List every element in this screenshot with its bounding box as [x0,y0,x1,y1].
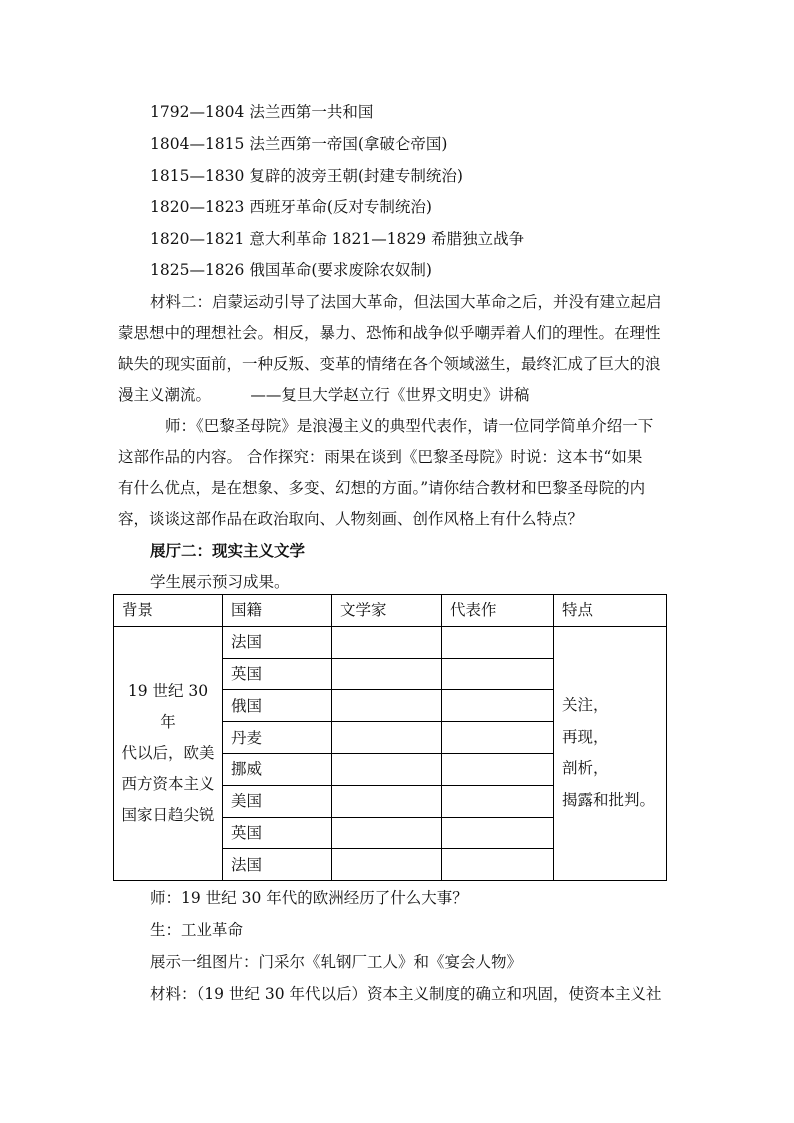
literature-table [113,594,667,881]
empty-cell [442,849,554,881]
country-cell: 法国 [223,626,332,658]
paragraph-line: 师：《巴黎圣母院》是浪漫主义的典型代表作，请一位同学简单介绍一下 [165,417,654,435]
empty-cell [442,690,554,722]
background-cell [114,626,223,880]
empty-cell [442,817,554,849]
empty-cell [332,817,442,849]
empty-cell [332,690,442,722]
table-header-cell: 特点 [554,595,667,627]
country-cell: 英国 [223,658,332,690]
paragraph-line: 蒙思想中的理想社会。相反，暴力、恐怖和战争似乎嘲弄着人们的理性。在理性 [118,324,661,342]
background-line: 国家日趋尖锐 [121,805,215,824]
paragraph-line: 漫主义潮流。 ——复旦大学赵立行《世界文明史》讲稿 [118,386,530,404]
table-header-row [114,595,667,627]
teacher-question: 师：19 世纪 30 年代的欧洲经历了什么大事？ [150,889,468,907]
country-cell: 丹麦 [223,722,332,754]
feature-line: 揭露和批判。 [562,790,656,809]
country-cell: 美国 [223,785,332,817]
empty-cell [442,753,554,785]
empty-cell [442,658,554,690]
country-cell: 法国 [223,849,332,881]
students-show-text: 学生展示预习成果。 [150,573,290,591]
timeline-item: 1820—1823 西班牙革命(反对专制统治) [150,198,432,216]
timeline-item: 1804—1815 法兰西第一帝国(拿破仑帝国) [150,135,448,153]
country-cell: 俄国 [223,690,332,722]
empty-cell [332,785,442,817]
feature-line: 再现， [562,727,609,746]
section-heading: 展厅二：现实主义文学 [150,541,306,560]
empty-cell [442,785,554,817]
empty-cell [332,658,442,690]
timeline-item: 1815—1830 复辟的波旁王朝(封建专制统治) [150,167,463,185]
background-line: 代以后，欧美 [121,743,215,762]
material-text: 材料：（19 世纪 30 年代以后）资本主义制度的确立和巩固，使资本主义社 [150,985,662,1003]
show-pictures-text: 展示一组图片：门采尔《轧钢厂工人》和《宴会人物》 [150,953,523,971]
paragraph-line: 缺失的现实面前，一种反叛、变革的情绪在各个领域滋生，最终汇成了巨大的浪 [118,355,661,373]
empty-cell [332,626,442,658]
timeline-item: 1820—1821 意大利革命 1821—1829 希腊独立战争 [150,230,525,248]
background-line: 19 世纪 30 年 [127,681,209,731]
table-header-cell: 国籍 [223,595,332,627]
country-cell: 英国 [223,817,332,849]
paragraph-line: 这部作品的内容。 合作探究：雨果在谈到《巴黎圣母院》时说：这本书“如果 [118,448,643,466]
empty-cell [332,722,442,754]
timeline-item: 1792—1804 法兰西第一共和国 [150,103,374,121]
empty-cell [332,753,442,785]
features-cell [554,626,667,880]
table-header-cell: 背景 [114,595,223,627]
empty-cell [442,722,554,754]
country-cell: 挪威 [223,753,332,785]
timeline-item: 1825—1826 俄国革命(要求废除农奴制) [150,261,432,279]
table-header-cell: 代表作 [442,595,554,627]
paragraph-line: 容，谈谈这部作品在政治取向、人物刻画、创作风格上有什么特点？ [118,510,584,528]
feature-line: 剖析， [562,759,609,778]
table-header-cell: 文学家 [332,595,442,627]
paragraph-line: 有什么优点，是在想象、多变、幻想的方面。”请你结合教材和巴黎圣母院的内 [118,479,646,497]
student-answer: 生：工业革命 [150,921,244,939]
background-line: 西方资本主义 [121,774,215,793]
feature-line: 关注， [562,696,609,715]
empty-cell [332,849,442,881]
paragraph-line: 材料二：启蒙运动引导了法国大革命，但法国大革命之后，并没有建立起启 [150,293,662,311]
empty-cell [442,626,554,658]
table-row [114,626,667,658]
